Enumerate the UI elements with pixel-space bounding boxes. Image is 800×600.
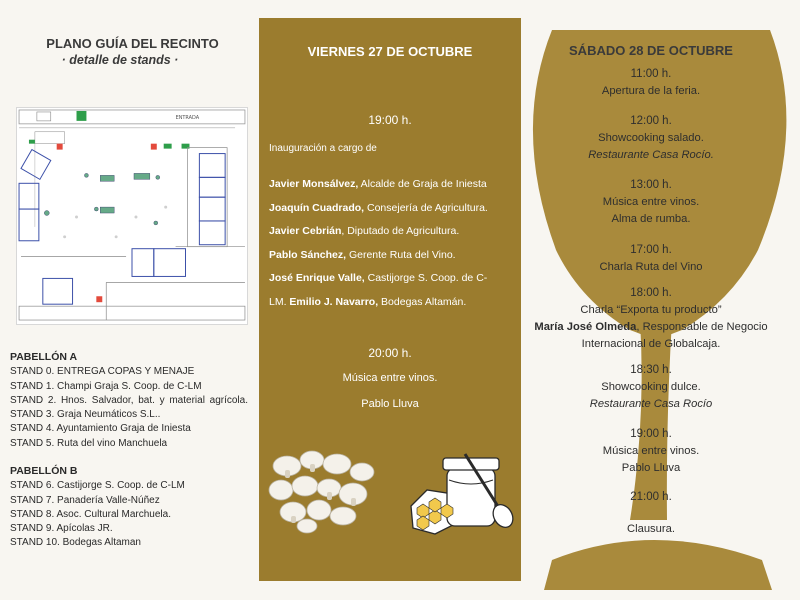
stand-item: STAND 8. Asoc. Cultural Marchuela. — [10, 508, 171, 520]
friday-title: VIERNES 27 DE OCTUBRE — [307, 44, 473, 59]
plan-title: PLANO GUÍA DEL RECINTO — [46, 36, 219, 51]
speaker: LM. Emilio J. Navarro, Bodegas Altamán. — [269, 295, 467, 308]
stand-item: STAND 7. Panadería Valle-Núñez — [10, 494, 160, 506]
pavilion-a-title: PABELLÓN A — [10, 351, 78, 363]
friday-time-2: 20:00 h. — [368, 346, 412, 360]
map-sign: ENTRADA — [175, 114, 200, 121]
saturday-event: 21:00 h. — [630, 491, 672, 503]
speaker: Javier Cebrián, Diputado de Agricultura. — [269, 225, 460, 237]
speakers-list — [269, 173, 517, 314]
speaker: Joaquín Cuadrado, Consejería de Agricultura. — [269, 201, 488, 214]
saturday-panel — [522, 0, 800, 600]
stand-item: STAND 6. Castijorge S. Coop. de C-LM — [10, 480, 185, 492]
saturday-event: 13:00 h. Música entre vinos. Alma de rumba. — [602, 179, 700, 225]
left-panel — [0, 0, 258, 600]
saturday-event: 18:30 h. Showcooking dulce. Restaurante Casa Rocío — [589, 364, 713, 410]
saturday-title: SÁBADO 28 DE OCTUBRE — [569, 43, 733, 58]
emergency-exit-icon — [77, 111, 87, 121]
venue-floor-plan — [16, 107, 248, 325]
friday-panel — [259, 18, 521, 581]
pavilion-b-title: PABELLÓN B — [10, 465, 78, 477]
speaker: Javier Monsálvez, Alcalde de Graja de Iniesta — [269, 178, 487, 190]
honey-jar-icon — [405, 444, 515, 536]
saturday-event: 17:00 h. Charla Ruta del Vino — [599, 244, 703, 273]
stand-item: STAND 5. Ruta del vino Manchuela — [10, 437, 168, 449]
stand-item: STAND 4. Ayuntamiento Graja de Iniesta — [10, 423, 191, 435]
stand-item: STAND 1. Champi Graja S. Coop. de C-LM — [10, 380, 202, 392]
pavilion-a-list — [10, 350, 248, 451]
mushrooms-icon — [267, 446, 379, 534]
saturday-event: Clausura. — [627, 523, 675, 535]
stand-item: STAND 9. Apícolas JR. — [10, 523, 113, 535]
plan-subtitle: · detalle de stands · — [61, 53, 179, 67]
friday-event-2: Música entre vinos. — [342, 372, 438, 384]
speaker: Pablo Sánchez, Gerente Ruta del Vino. — [269, 248, 456, 261]
stand-item: STAND 0. ENTREGA COPAS Y MENAJE — [10, 366, 195, 378]
inauguration-label: Inauguración a cargo de — [269, 143, 377, 154]
pavilion-b-list — [10, 464, 248, 551]
friday-performer: Pablo Lluva — [361, 398, 419, 410]
saturday-event: 18:00 h. Charla “Exporta tu producto” María José Olmeda, Responsable de Negocio Internacional de Globalcaja. — [534, 287, 768, 350]
speaker: José Enrique Valle, Castijorge S. Coop. de C- — [269, 272, 488, 284]
stand-item: STAND 10. Bodegas Altaman — [10, 537, 141, 549]
stand-item: STAND 2. Hnos. Salvador, bat. y material agrícola. STAND 3. Graja Neumáticos S.L.. — [10, 394, 248, 421]
saturday-event: 19:00 h. Música entre vinos. Pablo Lluva — [602, 428, 700, 474]
saturday-event: 12:00 h. Showcooking salado. Restaurante Casa Rocío. — [588, 115, 714, 161]
saturday-event: 11:00 h. Apertura de la feria. — [601, 68, 701, 97]
friday-time-1: 19:00 h. — [368, 113, 412, 127]
